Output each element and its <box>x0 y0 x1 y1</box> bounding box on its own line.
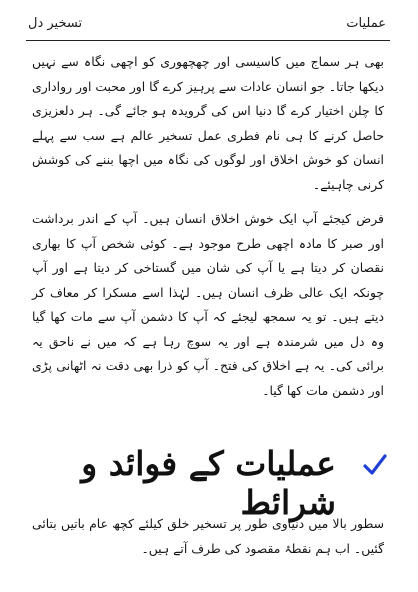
body-text <box>32 50 384 403</box>
book-page <box>18 14 398 576</box>
blue-checkmark-icon <box>362 452 388 478</box>
closing-text <box>32 512 384 561</box>
paragraph-1: بھی ہر سماج میں کاسیسی اور چھچھوری کو اچھی نگاہ سے نہیں دیکھا جاتا۔ جو انسان عادات سے پرہیز کرے گا اور محبت اور رواداری کا چلن اختیار کرے گا دنیا اس کی گرویدہ ہو جائے گی۔ ہر دلعزیزی حاصل کرنے کا ہی نام فطری عمل تسخیر عالم ہے سب سے پہلے انسان کو خوش اخلاق اور لوگوں کی نگاہ میں اچھا بننے کی کوشش کرنی چاہیئے۔ <box>32 54 384 192</box>
paragraph-2: فرض کیجئے آپ ایک خوش اخلاق انسان ہیں۔ آپ کے اندر برداشت اور صبر کا مادہ اچھی طرح موجود ہے۔ کوئی شخص آپ کا بھاری نقصان کر دیتا ہے یا آپ کی شان میں گستاخی کر دیتا ہے اور آپ چونکہ ایک عالی ظرف انسان ہیں۔ لہٰذا اسے مسکرا کر معاف کر دیتے ہیں۔ تو یہ سمجھ لیجئے کہ آپ کا دشمن آپ سے مات کھا گیا وہ دل میں شرمندہ ہے اور یہ سوچ رہا ہے کہ میں نے ناحق یہ برائی کی۔ یہ ہے اخلاق کی فتح۔ آپ کو ذرا بھی دقت نہ اٹھانی پڑی اور دشمن مات کھا گیا۔ <box>32 211 384 398</box>
header-section: تسخیر دل <box>28 16 83 31</box>
header-rule <box>26 40 390 41</box>
page-header <box>28 16 386 36</box>
section-heading-row <box>58 440 374 522</box>
paragraph-3: سطور بالا میں دنیاوی طور پر تسخیر خلق کیلئے کچھ عام باتیں بتائی گئیں۔ اب ہم نقطۂ مقصود کی طرف آتے ہیں۔ <box>32 516 384 556</box>
section-heading: عملیات کے فوائد و شرائط <box>81 444 336 522</box>
header-title: عملیات <box>346 16 386 31</box>
